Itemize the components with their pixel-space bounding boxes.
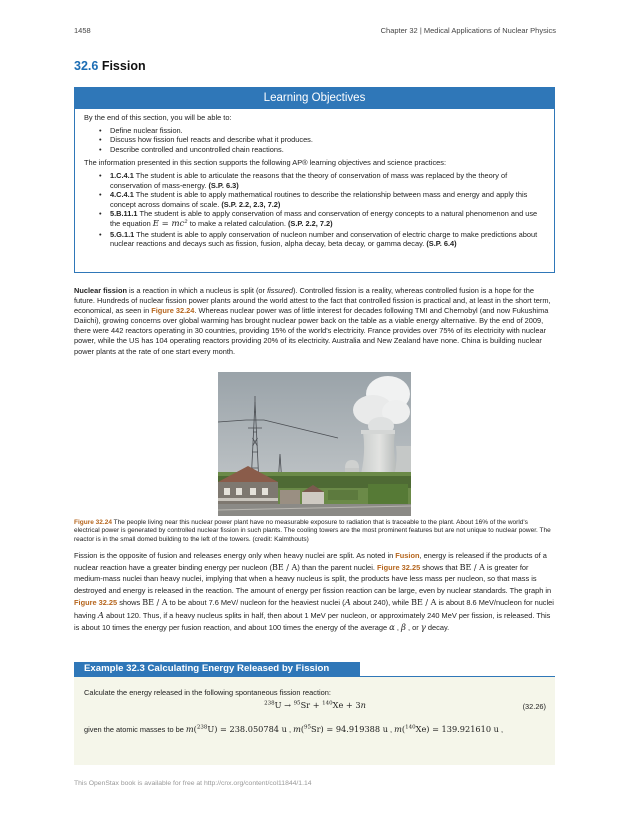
list-item: • 5.B.11.1 The student is able to apply conservation of mass and conservation of energy concepts to a natural phenomenon and use the equation E = mc² to make a related calculation. (S.P. 2.2, 7.2): [110, 209, 544, 229]
list-item: • 1.C.4.1 The student is able to articulate the reasons that the theory of conservation of mass was replaced by the theory of conservation of mass-energy. (S.P. 6.3): [110, 171, 544, 190]
ap-objectives-list: [84, 171, 544, 249]
chapter-header: Chapter 32 | Medical Applications of Nuclear Physics: [380, 26, 556, 35]
list-item: • 4.C.4.1 The student is able to apply mathematical routines to describe the relationship between mass and energy and apply this concept across domains of scale. (S.P. 2.2, 2.3, 7.2): [110, 190, 544, 209]
page-number: 1458: [74, 26, 91, 35]
list-item: • Define nuclear fission.: [110, 126, 544, 136]
list-item: • Describe controlled and uncontrolled chain reactions.: [110, 145, 544, 155]
objectives-list: [84, 126, 544, 155]
figure-link[interactable]: Figure 32.24: [151, 306, 195, 316]
fusion-link[interactable]: Fusion: [395, 551, 420, 560]
learning-objectives-box: [74, 87, 555, 273]
figure-link[interactable]: Figure 32.25: [74, 597, 118, 607]
paragraph-fission-energy: Fission is the opposite of fusion and releases energy only when heavy nuclei are split. As noted in Fusion, energy is released if the products of a nuclear reaction have a greater binding energy per nucleon (BE / A) than the parent nuclei. Figure 32.25 shows that BE / A is greater for medium-mass nuclei than heavy nuclei, implying that when a heavy nucleus is split, the products have less mass per nucleon, so that mass is destroyed and energy is released in the reaction. The amount of energy per fission reaction can be large, even by nuclear standards. The graph in Figure 32.25 shows BE / A to be about 7.6 MeV/ nucleon for the heaviest nuclei (A about 240), while BE / A is about 8.6 MeV/nucleon for nuclei having A about 120. Thus, if a heavy nucleus splits in half, then about 1 MeV per nucleon, or approximately 240 MeV per fission, is released. This is about 10 times the energy per fusion reaction, and about 100 times the energy of the average α , β , or γ decay.: [74, 551, 554, 634]
learning-objectives-heading: Learning Objectives: [75, 88, 554, 109]
figure-caption: Figure 32.24 The people living near this nuclear power plant have no measurable exposure to radiation that is traceable to the plant. About 16% of the world's electrical power is generated by controlled nuclear fission in such plants. The cooling towers are the most prominent features but are not unique to nuclear power. The reactor is in the small domed building to the left of the towers. (credit: Kalmthouts): [74, 519, 551, 543]
objectives-intro: By the end of this section, you will be able to:: [84, 113, 232, 122]
section-number: 32.6: [74, 59, 99, 73]
ap-intro: The information presented in this section supports the following AP® learning objectives and science practices:: [84, 158, 447, 168]
section-title-text: Fission: [101, 59, 146, 73]
atomic-masses: given the atomic masses to be m($^{238}$U) = 238.050784 u , m($^{95}$Sr) = 94.919388 u , m($^{140}$Xe) = 139.921610 u ,: [84, 724, 504, 734]
paragraph-nuclear-fission: Nuclear fission is a reaction in which a nucleus is split (or fissured). Controlled fission is a reality, whereas controlled fusion is a hope for the future. Hundreds of nuclear fission power plants around the world attest to the fact that controlled fission is practical and, at least in the short term, economical, as seen in Figure 32.24. Whereas nuclear power was of little interest for decades following TMI and Chernobyl (and now Fukushima Daiichi), growing concerns over global warming has brought nuclear power back on the table as a viable energy alternative. By the end of 2009, there were 442 reactors operating in 30 countries, providing 15% of the world's electricity. France provides over 75% of its electricity with nuclear power, while the US has 104 operating reactors providing 20% of its electricity. Australia and New Zealand have none. China is building nuclear power plants at the rate of one start every month.: [74, 286, 551, 356]
list-item: • Discuss how fission fuel reacts and describe what it produces.: [110, 135, 544, 145]
example-divider: [74, 676, 555, 677]
footer-note: This OpenStax book is available for free at http://cnx.org/content/col11844/1.14: [74, 780, 312, 787]
list-item: • 5.G.1.1 The student is able to apply conservation of nucleon number and conservation of electric charge to make predictions about nuclear reactions and decays such as fission, fusion, alpha decay, beta decay, or gamma decay. (S.P. 6.4): [110, 230, 544, 249]
equation-emc2: E = mc²: [152, 218, 188, 229]
equation-number: (32.26): [522, 702, 546, 711]
section-title: [74, 59, 146, 73]
figure-link[interactable]: Figure 32.25: [377, 562, 421, 572]
fission-equation: $^{238}$U → $^{95}$Sr + $^{140}$Xe + 3n: [264, 700, 366, 710]
power-plant-photo: [218, 372, 411, 516]
example-heading: Example 32.3 Calculating Energy Released by Fission: [74, 662, 360, 676]
example-intro: Calculate the energy released in the following spontaneous fission reaction:: [84, 688, 331, 697]
figure-label: Figure 32.24: [74, 519, 112, 526]
